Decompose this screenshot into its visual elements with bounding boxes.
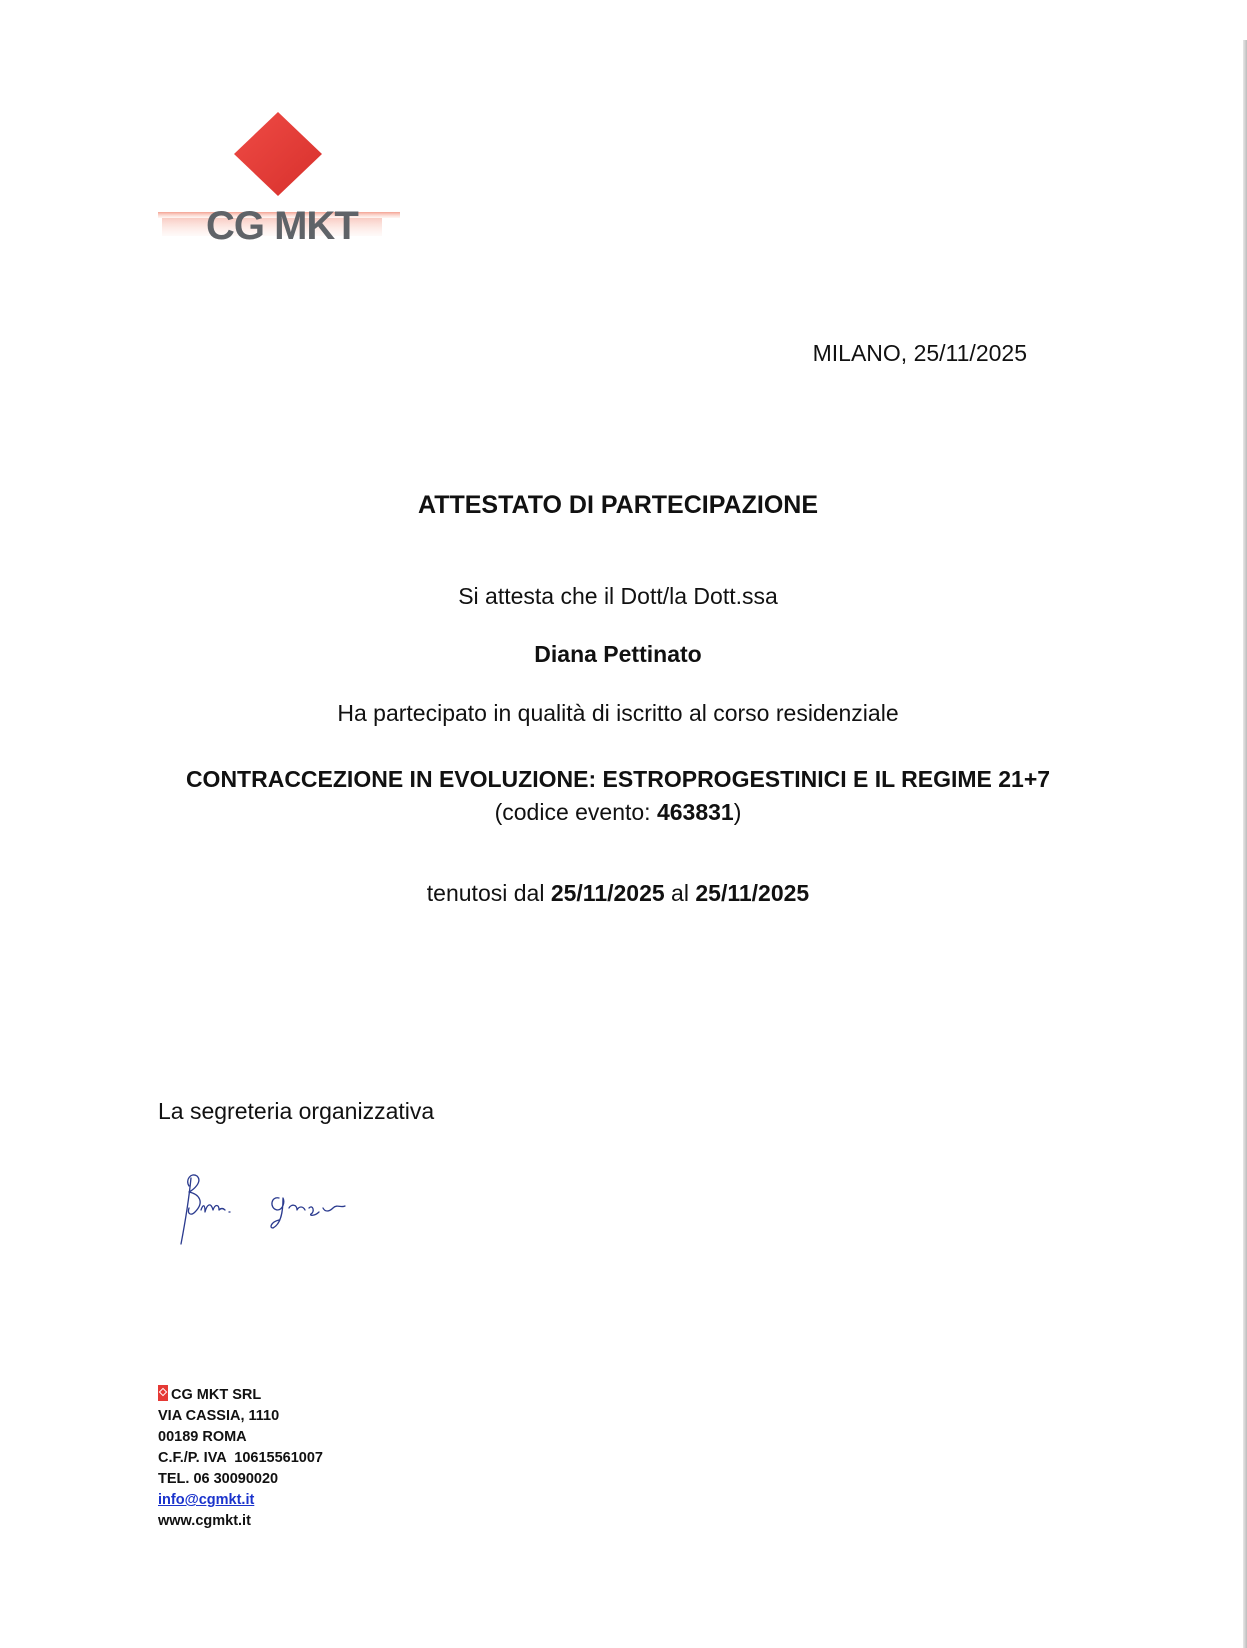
course-title: CONTRACCEZIONE IN EVOLUZIONE: ESTROPROGESTINICI E IL REGIME 21+7 xyxy=(185,766,1051,792)
certificate-title: ATTESTATO DI PARTECIPAZIONE xyxy=(418,491,818,519)
dates-middle: al xyxy=(664,880,696,906)
company-footer xyxy=(158,1385,323,1532)
logo-diamond-shape xyxy=(234,112,322,196)
footer-tax-id: C.F./P. IVA 10615561007 xyxy=(158,1450,323,1466)
secretariat-label: La segreteria organizzativa xyxy=(158,1098,435,1124)
event-code: 463831 xyxy=(656,799,734,825)
logo-wordmark: CG MKT xyxy=(206,204,358,248)
footer-phone: TEL. 06 30090020 xyxy=(158,1471,279,1487)
event-code-prefix: (codice evento: xyxy=(494,799,657,825)
page-edge-shadow xyxy=(1243,40,1247,1648)
participant-name: Diana Pettinato xyxy=(534,641,702,667)
place-date: MILANO, 25/11/2025 xyxy=(812,340,1027,366)
certificate-intro: Si attesta che il Dott/la Dott.ssa xyxy=(458,583,778,609)
course-dates xyxy=(150,880,1086,907)
footer-company-name: CG MKT SRL xyxy=(171,1387,262,1403)
footer-city: 00189 ROMA xyxy=(158,1429,247,1445)
footer-company-row xyxy=(158,1385,323,1406)
course-description xyxy=(150,763,1086,829)
company-logo xyxy=(158,112,418,252)
dates-prefix: tenutosi dal xyxy=(426,880,551,906)
footer-website: www.cgmkt.it xyxy=(158,1513,251,1529)
date-to: 25/11/2025 xyxy=(695,880,810,906)
date-from: 25/11/2025 xyxy=(550,880,665,906)
handwritten-signature xyxy=(175,1168,375,1250)
footer-email-link[interactable]: info@cgmkt.it xyxy=(158,1492,255,1508)
event-code-suffix: ) xyxy=(733,799,742,825)
footer-address: VIA CASSIA, 1110 xyxy=(158,1408,280,1424)
mini-logo-icon xyxy=(158,1385,168,1401)
participation-role: Ha partecipato in qualità di iscritto al corso residenziale xyxy=(337,700,899,726)
